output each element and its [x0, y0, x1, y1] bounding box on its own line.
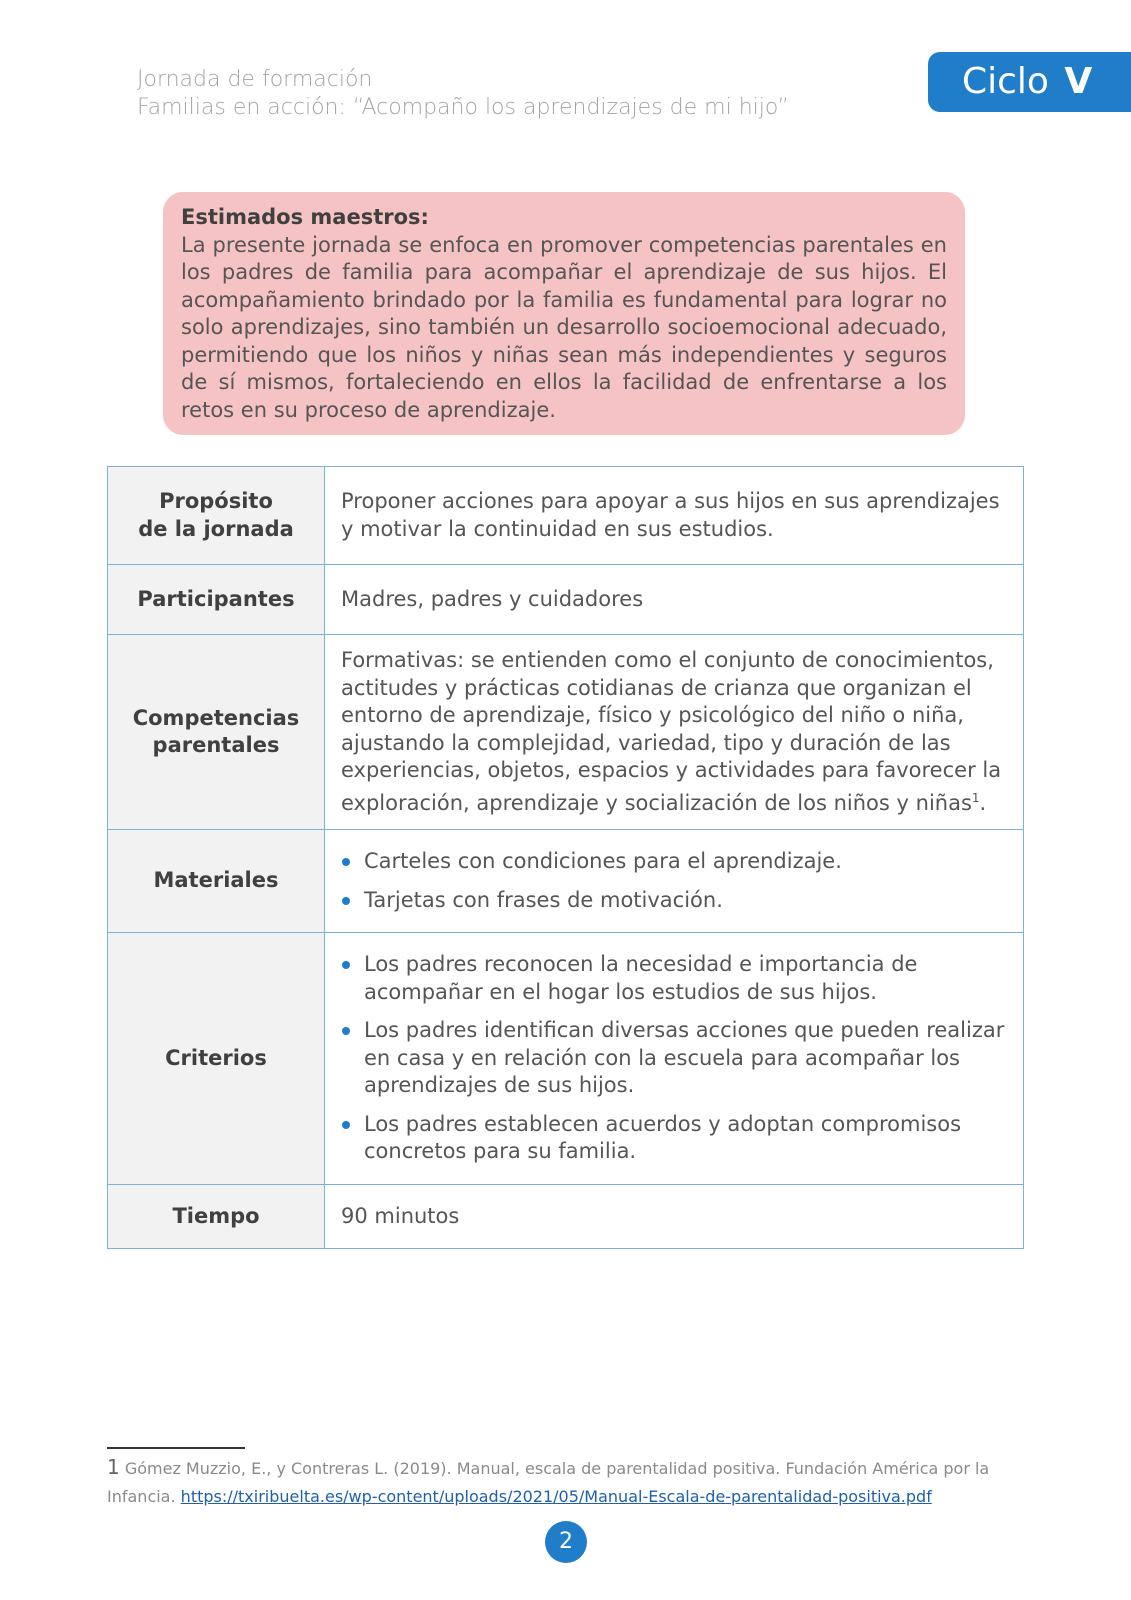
row-proposito [108, 467, 1024, 565]
competencias-end: . [979, 790, 987, 815]
row-criterios [108, 933, 1024, 1185]
value-proposito: Proponer acciones para apoyar a sus hijos en sus aprendizajes y motivar la continuidad en sus estudios. [325, 467, 1024, 565]
footnote-text: Gómez Muzzio, E., y Contreras L. (2019). Manual, escala de parentalidad positiva. Fundación América por la Infancia. [107, 1459, 990, 1506]
label-competencias [108, 635, 325, 830]
label-competencias-line2: parentales [152, 733, 280, 757]
footnote-number: 1 [107, 1455, 120, 1479]
row-participantes [108, 565, 1024, 635]
label-proposito-line1: Propósito [159, 489, 273, 513]
list-item: Tarjetas con frases de motivación. [341, 887, 1007, 915]
page-number: 2 [545, 1521, 587, 1563]
label-proposito-line2: de la jornada [138, 516, 294, 541]
header-line-2: Familias en acción: “Acompaño los aprendizajes de mi hijo” [137, 95, 789, 120]
label-tiempo: Tiempo [108, 1185, 325, 1249]
label-participantes: Participantes [108, 565, 325, 635]
list-item: Carteles con condiciones para el aprendizaje. [341, 848, 1007, 876]
teacher-notice-box [163, 192, 965, 435]
notice-title: Estimados maestros: [181, 205, 429, 229]
list-item: Los padres reconocen la necesidad e importancia de acompañar en el hogar los estudios de sus hijos. [341, 951, 1007, 1006]
label-proposito [108, 467, 325, 565]
document-header [137, 66, 789, 122]
footnote [107, 1454, 1027, 1510]
label-materiales: Materiales [108, 830, 325, 933]
list-item: Los padres establecen acuerdos y adoptan compromisos concretos para su familia. [341, 1111, 1007, 1166]
notice-body: La presente jornada se enfoca en promover competencias parentales en los padres de familia para acompañar el aprendizaje de sus hijos. El acompañamiento brindado por la familia es fundamental para lograr no solo aprendizajes, sino también un desarrollo socioemocional adecuado, permitiendo que los niños y niñas sean más independientes y seguros de sí mismos, fortaleciendo en ellos la facilidad de enfrentarse a los retos en su proceso de aprendizaje. [181, 232, 947, 422]
footnote-link[interactable]: https://txiribuelta.es/wp-content/uploads/2021/05/Manual-Escala-de-parentalidad-positiva.pdf [180, 1486, 932, 1506]
value-criterios [325, 933, 1024, 1185]
materials-list [341, 848, 1007, 914]
header-line-1: Jornada de formación [137, 67, 373, 92]
row-materiales [108, 830, 1024, 933]
value-participantes: Madres, padres y cuidadores [325, 565, 1024, 635]
value-competencias [325, 635, 1024, 830]
session-info-table [107, 466, 1024, 1249]
row-tiempo [108, 1185, 1024, 1249]
competencias-text: Formativas: se entienden como el conjunto de conocimientos, actitudes y prácticas cotidianas de crianza que organizan el entorno de aprendizaje, físico y psicológico del niño o niña, ajustando la complejidad, variedad, tipo y duración de las experiencias, objetos, espacios y actividades para favorecer la exploración, aprendizaje y socialización de los niños y niñas [341, 648, 1002, 815]
list-item: Los padres identifican diversas acciones que pueden realizar en casa y en relación con la escuela para acompañar los aprendizajes de sus hijos. [341, 1017, 1007, 1100]
cycle-number: V [1064, 61, 1093, 102]
row-competencias [108, 635, 1024, 830]
footnote-divider [107, 1447, 245, 1449]
criteria-list [341, 951, 1007, 1166]
value-materiales [325, 830, 1024, 933]
value-tiempo: 90 minutos [325, 1185, 1024, 1249]
cycle-prefix: Ciclo [962, 61, 1049, 102]
label-competencias-line1: Competencias [132, 705, 300, 730]
footnote-ref: 1 [971, 790, 980, 805]
cycle-badge [928, 52, 1131, 112]
label-criterios: Criterios [108, 933, 325, 1185]
